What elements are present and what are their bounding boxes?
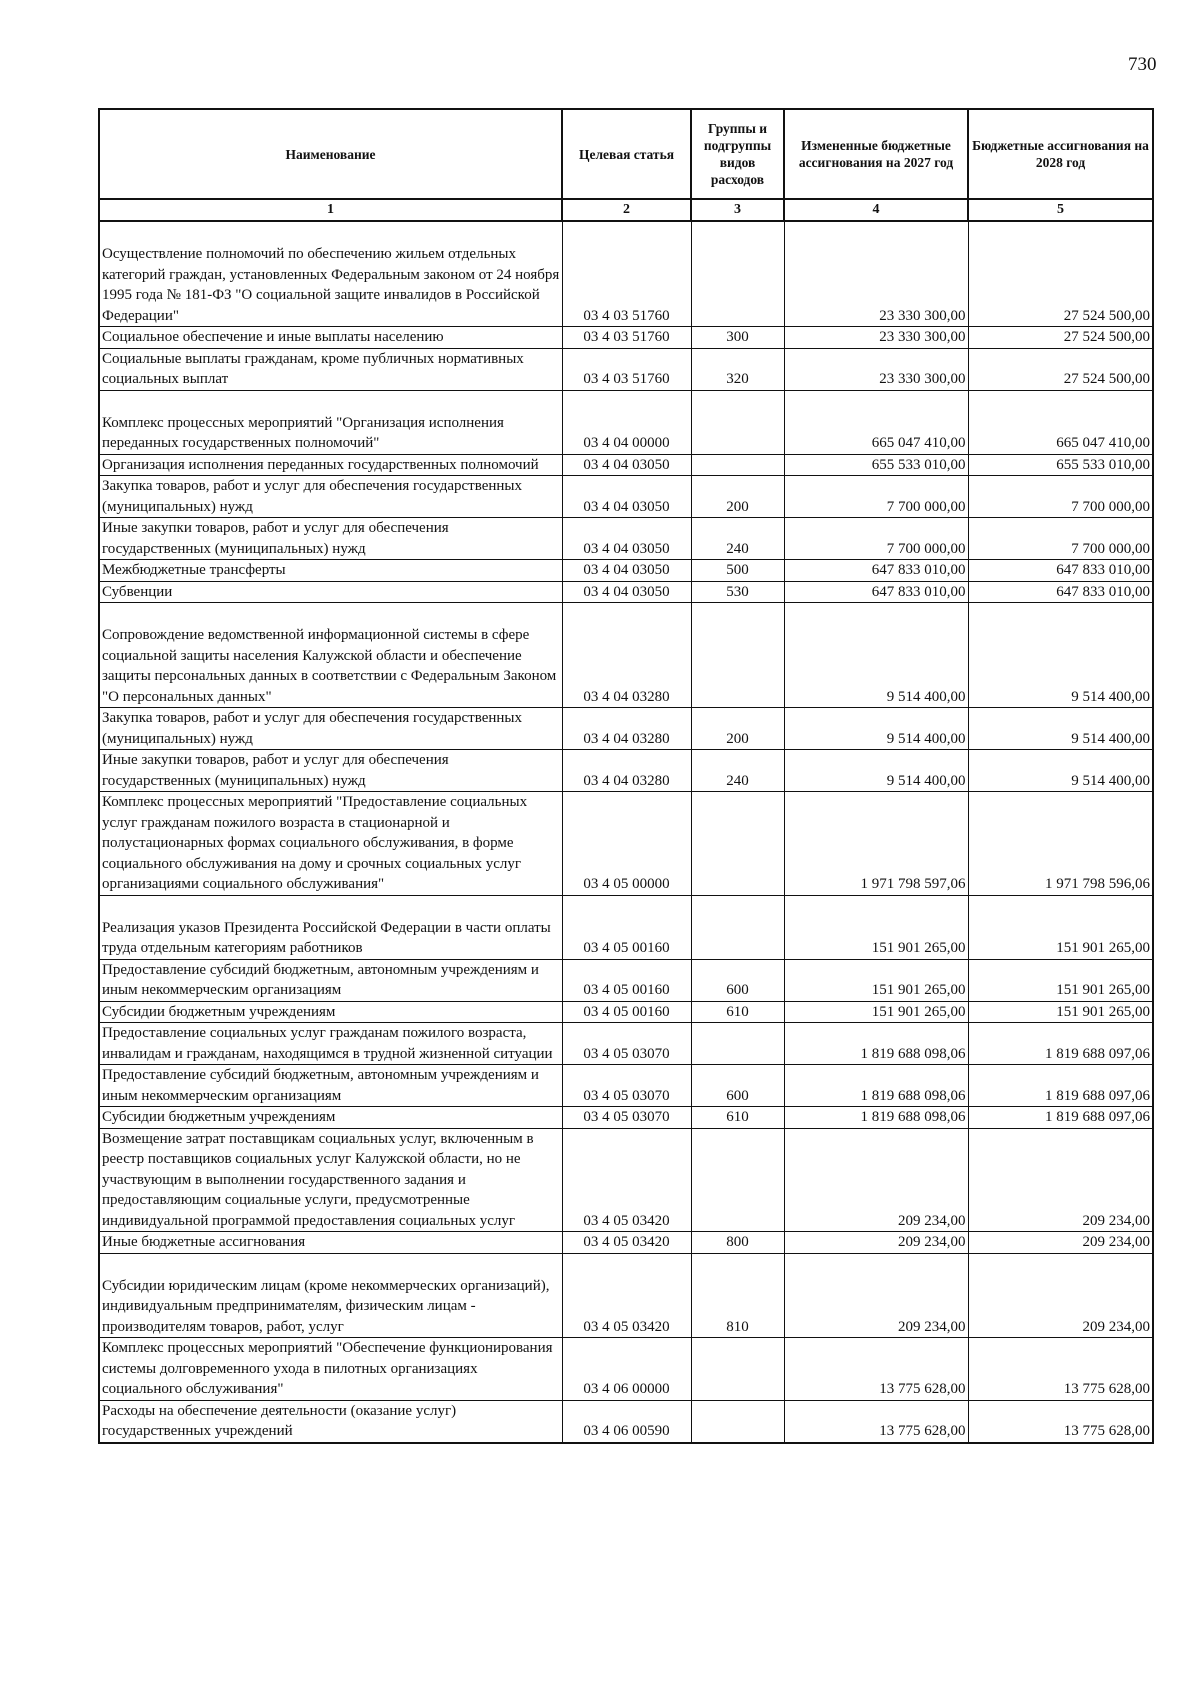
row-sum-2027: 209 234,00 <box>784 1253 968 1338</box>
row-name: Расходы на обеспечение деятельности (оказание услуг) государственных учреждений <box>99 1400 562 1443</box>
row-name: Реализация указов Президента Российской Федерации в части оплаты труда отдельным категориям работников <box>99 895 562 959</box>
table-row <box>99 518 1153 560</box>
row-target-article: 03 4 04 03050 <box>562 476 691 518</box>
row-name: Предоставление субсидий бюджетным, автономным учреждениям и иным некоммерческим организациям <box>99 959 562 1001</box>
table-row <box>99 1001 1153 1023</box>
table-row <box>99 560 1153 582</box>
row-target-article: 03 4 06 00000 <box>562 1338 691 1401</box>
row-sum-2027: 9 514 400,00 <box>784 708 968 750</box>
table-row <box>99 1023 1153 1065</box>
row-sum-2028: 9 514 400,00 <box>968 708 1153 750</box>
row-sum-2028: 209 234,00 <box>968 1232 1153 1254</box>
row-sum-2028: 151 901 265,00 <box>968 895 1153 959</box>
table-row <box>99 327 1153 349</box>
row-sum-2028: 655 533 010,00 <box>968 454 1153 476</box>
row-expense-group <box>691 603 784 708</box>
row-sum-2028: 7 700 000,00 <box>968 518 1153 560</box>
table-row <box>99 581 1153 603</box>
table-row <box>99 959 1153 1001</box>
row-expense-group: 600 <box>691 959 784 1001</box>
row-sum-2027: 151 901 265,00 <box>784 959 968 1001</box>
table-row <box>99 792 1153 896</box>
row-sum-2028: 9 514 400,00 <box>968 750 1153 792</box>
row-expense-group: 500 <box>691 560 784 582</box>
row-sum-2028: 665 047 410,00 <box>968 390 1153 454</box>
table-row <box>99 476 1153 518</box>
row-expense-group: 300 <box>691 327 784 349</box>
row-name: Комплекс процессных мероприятий "Организация исполнения переданных государственных полномочий" <box>99 390 562 454</box>
table-row <box>99 895 1153 959</box>
row-name: Возмещение затрат поставщикам социальных услуг, включенным в реестр поставщиков социальных услуг Калужской области, но не участвующим в выполнении государственного задания и предоставляющим социальные услуги, предусмотренные индивидуальной программой предоставления социальных услуг <box>99 1128 562 1232</box>
row-sum-2027: 7 700 000,00 <box>784 476 968 518</box>
row-target-article: 03 4 03 51760 <box>562 221 691 327</box>
row-sum-2027: 23 330 300,00 <box>784 327 968 349</box>
column-numbers-row <box>99 199 1153 221</box>
row-sum-2028: 1 819 688 097,06 <box>968 1107 1153 1129</box>
row-sum-2027: 1 819 688 098,06 <box>784 1023 968 1065</box>
row-sum-2028: 151 901 265,00 <box>968 1001 1153 1023</box>
row-expense-group <box>691 221 784 327</box>
row-expense-group: 240 <box>691 750 784 792</box>
row-sum-2027: 151 901 265,00 <box>784 895 968 959</box>
row-name: Иные бюджетные ассигнования <box>99 1232 562 1254</box>
row-expense-group: 320 <box>691 348 784 390</box>
row-target-article: 03 4 04 00000 <box>562 390 691 454</box>
row-target-article: 03 4 04 03050 <box>562 454 691 476</box>
row-name: Предоставление субсидий бюджетным, автономным учреждениям и иным некоммерческим организациям <box>99 1065 562 1107</box>
row-sum-2028: 1 819 688 097,06 <box>968 1023 1153 1065</box>
row-expense-group: 200 <box>691 476 784 518</box>
table-row <box>99 221 1153 327</box>
row-name: Сопровождение ведомственной информационной системы в сфере социальной защиты населения Калужской области и обеспечение защиты персональных данных в соответствии с Федеральным Законом "О персональных данных" <box>99 603 562 708</box>
row-expense-group: 200 <box>691 708 784 750</box>
table-row <box>99 1065 1153 1107</box>
row-expense-group <box>691 792 784 896</box>
row-expense-group <box>691 1338 784 1401</box>
row-expense-group: 610 <box>691 1107 784 1129</box>
row-sum-2027: 13 775 628,00 <box>784 1338 968 1401</box>
row-expense-group <box>691 454 784 476</box>
row-name: Комплекс процессных мероприятий "Обеспечение функционирования системы долговременного ухода в пилотных организациях социального обслуживания" <box>99 1338 562 1401</box>
header-expense-groups: Группы и подгруппы видов расходов <box>691 109 784 199</box>
row-sum-2027: 1 819 688 098,06 <box>784 1065 968 1107</box>
column-number: 2 <box>562 199 691 221</box>
row-name: Предоставление социальных услуг гражданам пожилого возраста, инвалидам и гражданам, находящимся в трудной жизненной ситуации <box>99 1023 562 1065</box>
row-name: Организация исполнения переданных государственных полномочий <box>99 454 562 476</box>
column-number: 5 <box>968 199 1153 221</box>
row-target-article: 03 4 03 51760 <box>562 327 691 349</box>
row-sum-2028: 9 514 400,00 <box>968 603 1153 708</box>
column-number: 4 <box>784 199 968 221</box>
row-sum-2028: 27 524 500,00 <box>968 327 1153 349</box>
row-sum-2028: 1 971 798 596,06 <box>968 792 1153 896</box>
row-sum-2027: 209 234,00 <box>784 1232 968 1254</box>
column-number: 3 <box>691 199 784 221</box>
row-target-article: 03 4 04 03050 <box>562 581 691 603</box>
row-sum-2028: 151 901 265,00 <box>968 959 1153 1001</box>
row-name: Субсидии юридическим лицам (кроме некоммерческих организаций), индивидуальным предпринимателям, физическим лицам - производителям товаров, работ, услуг <box>99 1253 562 1338</box>
row-sum-2028: 209 234,00 <box>968 1253 1153 1338</box>
row-sum-2027: 1 819 688 098,06 <box>784 1107 968 1129</box>
table-row <box>99 1232 1153 1254</box>
row-name: Социальные выплаты гражданам, кроме публичных нормативных социальных выплат <box>99 348 562 390</box>
row-target-article: 03 4 05 03420 <box>562 1232 691 1254</box>
row-expense-group <box>691 1023 784 1065</box>
row-target-article: 03 4 04 03280 <box>562 603 691 708</box>
row-target-article: 03 4 05 00000 <box>562 792 691 896</box>
row-sum-2028: 1 819 688 097,06 <box>968 1065 1153 1107</box>
row-expense-group <box>691 1400 784 1443</box>
table-row <box>99 1128 1153 1232</box>
header-allocations-2028: Бюджетные ассигнования на 2028 год <box>968 109 1153 199</box>
row-target-article: 03 4 05 03070 <box>562 1107 691 1129</box>
row-sum-2028: 13 775 628,00 <box>968 1338 1153 1401</box>
row-target-article: 03 4 05 00160 <box>562 959 691 1001</box>
row-expense-group: 240 <box>691 518 784 560</box>
row-sum-2027: 1 971 798 597,06 <box>784 792 968 896</box>
row-expense-group <box>691 390 784 454</box>
table-row <box>99 1400 1153 1443</box>
row-target-article: 03 4 04 03280 <box>562 750 691 792</box>
row-name: Субвенции <box>99 581 562 603</box>
row-name: Осуществление полномочий по обеспечению жильем отдельных категорий граждан, установленных Федеральным законом от 24 ноября 1995 года № 181-ФЗ "О социальной защите инвалидов в Российской Федерации" <box>99 221 562 327</box>
column-number: 1 <box>99 199 562 221</box>
row-expense-group <box>691 895 784 959</box>
budget-table <box>98 108 1154 1444</box>
row-name: Закупка товаров, работ и услуг для обеспечения государственных (муниципальных) нужд <box>99 476 562 518</box>
row-sum-2028: 13 775 628,00 <box>968 1400 1153 1443</box>
row-sum-2027: 13 775 628,00 <box>784 1400 968 1443</box>
row-expense-group: 800 <box>691 1232 784 1254</box>
row-name: Иные закупки товаров, работ и услуг для обеспечения государственных (муниципальных) нужд <box>99 518 562 560</box>
row-sum-2028: 209 234,00 <box>968 1128 1153 1232</box>
row-expense-group: 600 <box>691 1065 784 1107</box>
row-expense-group <box>691 1128 784 1232</box>
row-sum-2028: 27 524 500,00 <box>968 221 1153 327</box>
row-target-article: 03 4 05 03420 <box>562 1128 691 1232</box>
row-expense-group: 530 <box>691 581 784 603</box>
row-target-article: 03 4 03 51760 <box>562 348 691 390</box>
table-row <box>99 1338 1153 1401</box>
table-row <box>99 1253 1153 1338</box>
row-target-article: 03 4 05 03420 <box>562 1253 691 1338</box>
row-sum-2027: 209 234,00 <box>784 1128 968 1232</box>
row-name: Закупка товаров, работ и услуг для обеспечения государственных (муниципальных) нужд <box>99 708 562 750</box>
row-name: Комплекс процессных мероприятий "Предоставление социальных услуг гражданам пожилого возраста в стационарной и полустационарных формах социального обслуживания, в форме социального обслуживания на дому и срочных социальных услуг организациями социального обслуживания" <box>99 792 562 896</box>
row-name: Субсидии бюджетным учреждениям <box>99 1001 562 1023</box>
row-expense-group: 810 <box>691 1253 784 1338</box>
table-row <box>99 603 1153 708</box>
table-row <box>99 750 1153 792</box>
row-target-article: 03 4 04 03050 <box>562 560 691 582</box>
row-sum-2027: 23 330 300,00 <box>784 348 968 390</box>
row-target-article: 03 4 05 00160 <box>562 1001 691 1023</box>
row-target-article: 03 4 06 00590 <box>562 1400 691 1443</box>
row-sum-2028: 647 833 010,00 <box>968 560 1153 582</box>
row-name: Субсидии бюджетным учреждениям <box>99 1107 562 1129</box>
row-target-article: 03 4 05 03070 <box>562 1023 691 1065</box>
row-sum-2027: 9 514 400,00 <box>784 603 968 708</box>
header-target-article: Целевая статья <box>562 109 691 199</box>
header-row <box>99 109 1153 199</box>
header-name: Наименование <box>99 109 562 199</box>
header-allocations-2027: Измененные бюджетные ассигнования на 2027 год <box>784 109 968 199</box>
row-sum-2027: 647 833 010,00 <box>784 560 968 582</box>
row-target-article: 03 4 04 03050 <box>562 518 691 560</box>
row-sum-2027: 23 330 300,00 <box>784 221 968 327</box>
row-name: Социальное обеспечение и иные выплаты населению <box>99 327 562 349</box>
row-target-article: 03 4 05 03070 <box>562 1065 691 1107</box>
row-sum-2027: 647 833 010,00 <box>784 581 968 603</box>
table-row <box>99 454 1153 476</box>
row-target-article: 03 4 05 00160 <box>562 895 691 959</box>
row-expense-group: 610 <box>691 1001 784 1023</box>
row-target-article: 03 4 04 03280 <box>562 708 691 750</box>
row-sum-2028: 647 833 010,00 <box>968 581 1153 603</box>
table-row <box>99 1107 1153 1129</box>
table-row <box>99 708 1153 750</box>
row-sum-2027: 151 901 265,00 <box>784 1001 968 1023</box>
table-row <box>99 390 1153 454</box>
row-sum-2027: 9 514 400,00 <box>784 750 968 792</box>
row-sum-2028: 7 700 000,00 <box>968 476 1153 518</box>
row-sum-2027: 7 700 000,00 <box>784 518 968 560</box>
table-row <box>99 348 1153 390</box>
row-sum-2027: 665 047 410,00 <box>784 390 968 454</box>
page-number: 730 <box>1128 54 1157 75</box>
row-name: Иные закупки товаров, работ и услуг для обеспечения государственных (муниципальных) нужд <box>99 750 562 792</box>
row-sum-2027: 655 533 010,00 <box>784 454 968 476</box>
row-sum-2028: 27 524 500,00 <box>968 348 1153 390</box>
row-name: Межбюджетные трансферты <box>99 560 562 582</box>
